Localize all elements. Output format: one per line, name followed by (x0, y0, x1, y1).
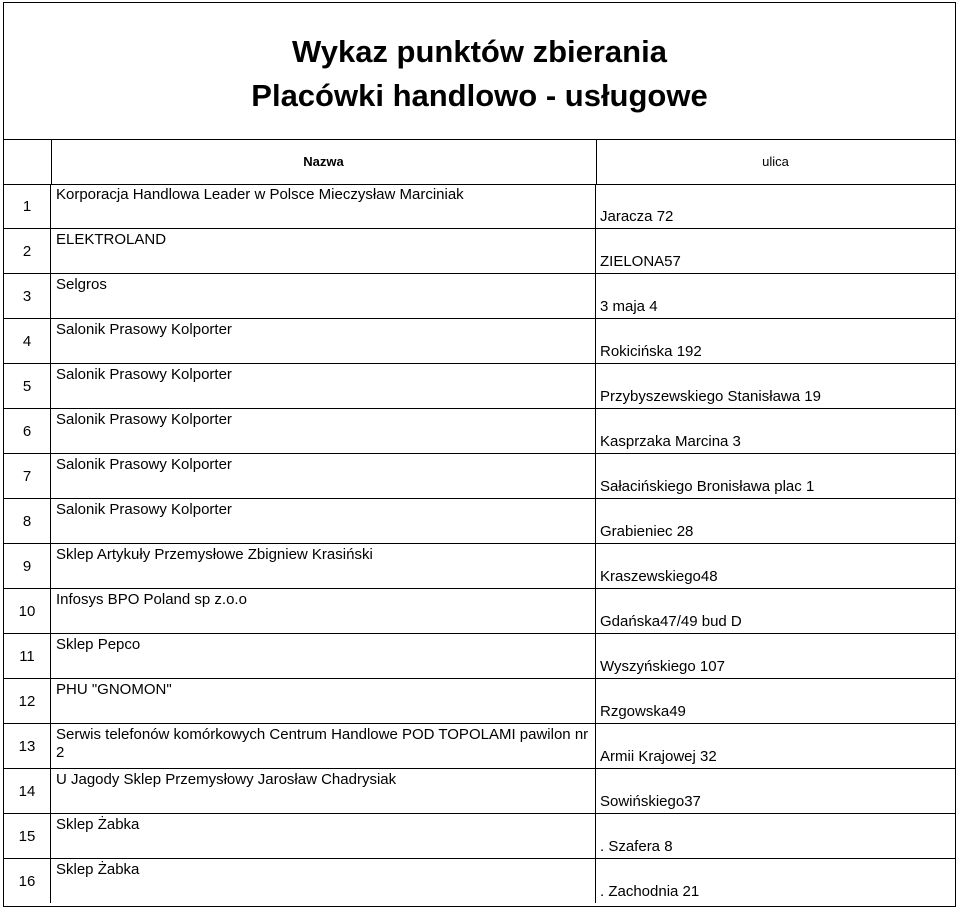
row-street-cell (596, 499, 959, 543)
row-street: Kraszewskiego48 (600, 568, 718, 585)
table-row (4, 724, 955, 769)
row-street: Armii Krajowej 32 (600, 748, 717, 765)
row-number: 8 (4, 499, 51, 543)
row-name: Salonik Prasowy Kolporter (51, 364, 596, 408)
row-number: 14 (4, 769, 51, 813)
table-row (4, 274, 955, 319)
row-street-cell (596, 769, 959, 813)
row-street: . Zachodnia 21 (600, 883, 700, 900)
row-street: Rzgowska49 (600, 703, 686, 720)
header-street: ulica (596, 139, 955, 185)
row-name: Sklep Żabka (51, 859, 596, 903)
table-row (4, 589, 955, 634)
row-street: Przybyszewskiego Stanisława 19 (600, 388, 821, 405)
row-name: Selgros (51, 274, 596, 318)
row-name: Sklep Żabka (51, 814, 596, 858)
row-name: Salonik Prasowy Kolporter (51, 499, 596, 543)
row-name: Serwis telefonów komórkowych Centrum Handlowe POD TOPOLAMI pawilon nr 2 (51, 724, 596, 768)
row-number: 16 (4, 859, 51, 903)
header-name: Nazwa (51, 139, 597, 185)
row-street: Grabieniec 28 (600, 523, 694, 540)
row-street: . Szafera 8 (600, 838, 673, 855)
table-row (4, 409, 955, 454)
row-number: 10 (4, 589, 51, 633)
row-number: 15 (4, 814, 51, 858)
header-number-cell (4, 139, 52, 185)
row-street-cell (596, 319, 959, 363)
row-number: 11 (4, 634, 51, 678)
row-number: 7 (4, 454, 51, 498)
table-row (4, 319, 955, 364)
row-number: 6 (4, 409, 51, 453)
row-street: Sowińskiego37 (600, 793, 701, 810)
row-street: Rokicińska 192 (600, 343, 702, 360)
row-street-cell (596, 409, 959, 453)
row-street-cell (596, 454, 959, 498)
row-name: Infosys BPO Poland sp z.o.o (51, 589, 596, 633)
title-area (4, 3, 955, 140)
row-number: 2 (4, 229, 51, 273)
table-row (4, 364, 955, 409)
row-number: 5 (4, 364, 51, 408)
row-number: 1 (4, 184, 51, 228)
row-street: ZIELONA57 (600, 253, 681, 270)
table-row (4, 634, 955, 679)
row-street-cell (596, 724, 959, 768)
page-title: Wykaz punktów zbierania (292, 34, 667, 69)
row-street-cell (596, 589, 959, 633)
table-row (4, 814, 955, 859)
row-street-cell (596, 364, 959, 408)
table-row (4, 229, 955, 274)
row-number: 12 (4, 679, 51, 723)
table-row (4, 544, 955, 589)
row-number: 3 (4, 274, 51, 318)
row-name: Salonik Prasowy Kolporter (51, 319, 596, 363)
row-street: Gdańska47/49 bud D (600, 613, 742, 630)
row-name: PHU "GNOMON" (51, 679, 596, 723)
row-street-cell (596, 634, 959, 678)
row-street: 3 maja 4 (600, 298, 658, 315)
table-row (4, 184, 955, 229)
row-street-cell (596, 229, 959, 273)
row-street: Jaracza 72 (600, 208, 674, 225)
row-street-cell (596, 184, 959, 228)
row-name: ELEKTROLAND (51, 229, 596, 273)
table-row (4, 769, 955, 814)
table-row (4, 859, 955, 903)
row-name: Salonik Prasowy Kolporter (51, 409, 596, 453)
row-name: Sklep Pepco (51, 634, 596, 678)
row-name: U Jagody Sklep Przemysłowy Jarosław Chadrysiak (51, 769, 596, 813)
table-row (4, 679, 955, 724)
table-row (4, 454, 955, 499)
page-subtitle: Placówki handlowo - usługowe (251, 78, 708, 113)
row-street-cell (596, 814, 959, 858)
row-number: 13 (4, 724, 51, 768)
row-street-cell (596, 679, 959, 723)
row-street: Sałacińskiego Bronisława plac 1 (600, 478, 815, 495)
spreadsheet-table (3, 2, 956, 907)
row-street-cell (596, 859, 959, 903)
row-number: 9 (4, 544, 51, 588)
row-street: Kasprzaka Marcina 3 (600, 433, 741, 450)
row-name: Salonik Prasowy Kolporter (51, 454, 596, 498)
row-name: Korporacja Handlowa Leader w Polsce Mieczysław Marciniak (51, 184, 596, 228)
row-street-cell (596, 274, 959, 318)
table-body (4, 184, 955, 903)
row-street-cell (596, 544, 959, 588)
table-row (4, 499, 955, 544)
row-number: 4 (4, 319, 51, 363)
row-name: Sklep Artykuły Przemysłowe Zbigniew Krasiński (51, 544, 596, 588)
row-street: Wyszyńskiego 107 (600, 658, 725, 675)
